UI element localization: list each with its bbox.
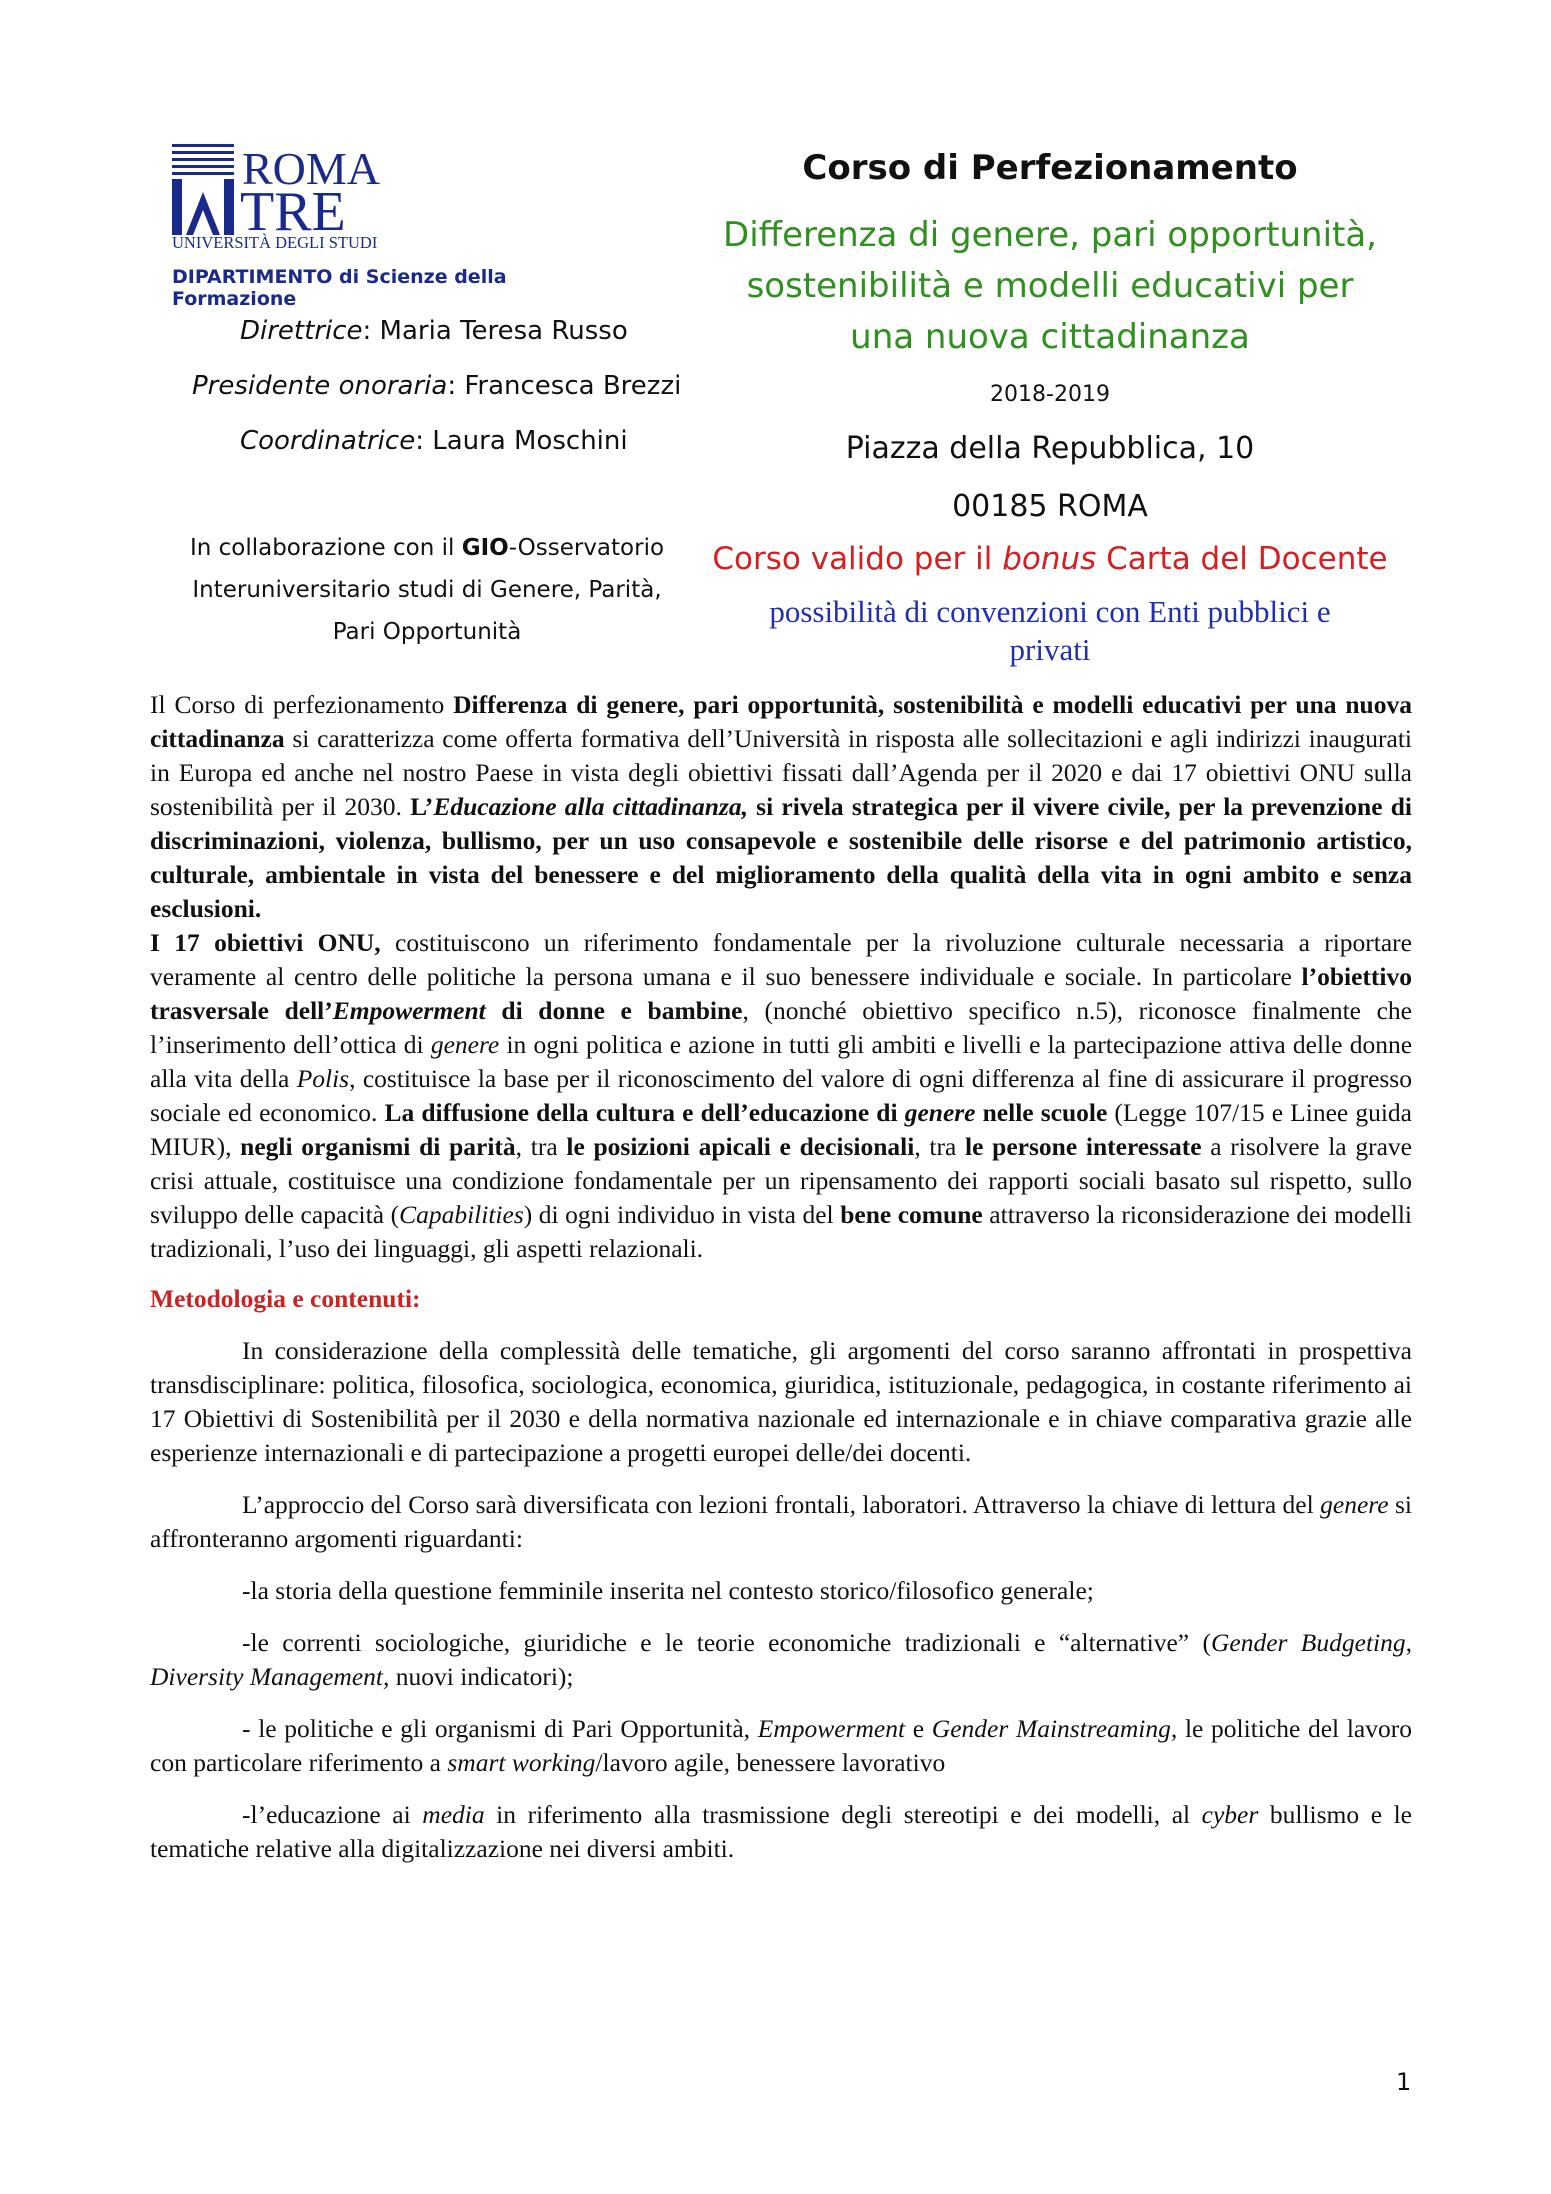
list-item: -le correnti sociologiche, giuridiche e le teorie economiche tradizionali e “alternative” (Gender Budgeting, Diversity Management, nuovi indicatori);: [150, 1628, 1412, 1691]
collab-line-3: Pari Opportunità: [332, 619, 522, 645]
course-header: [700, 144, 1400, 669]
roma-tre-logo: [172, 140, 432, 252]
list-item: -l’educazione ai media in riferimento alla trasmissione degli stereotipi e dei modelli, al cyber bullismo e le tematiche relative alla digitalizzazione nei diversi ambiti.: [150, 1800, 1412, 1863]
staff-coordinator: [240, 426, 628, 456]
address-street: Piazza della Repubblica, 10: [845, 431, 1255, 466]
department-name: DIPARTIMENTO di Scienze della Formazione: [172, 266, 507, 310]
staff-director: [240, 316, 628, 346]
collaboration-note: [172, 527, 682, 653]
document-body: [150, 688, 1412, 1866]
staff-role: Coordinatrice: [240, 426, 416, 456]
section-heading: Metodologia e contenuti:: [150, 1284, 421, 1313]
list-item: -la storia della questione femminile inserita nel contesto storico/filosofico generale;: [242, 1576, 1094, 1605]
page-number: 1: [1396, 2068, 1412, 2096]
paragraph-onu: I 17 obiettivi ONU, costituiscono un riferimento fondamentale per la rivoluzione culturale necessaria a riportare veramente al centro delle politiche la persona umana e il suo benessere individuale e sociale. In particolare l’obiettivo trasversale dell’Empowerment di donne e bambine, (nonché obiettivo specifico n.5), riconosce finalmente che l’inserimento dell’ottica di genere in ogni politica e azione in tutti gli ambiti e livelli e la partecipazione attiva delle donne alla vita della Polis, costituisce la base per il riconoscimento del valore di ogni differenza al fine di assicurare il progresso sociale ed economico. La diffusione della cultura e dell’educazione di genere nelle scuole (Legge 107/15 e Linee guida MIUR), negli organismi di parità, tra le posizioni apicali e decisionali, tra le persone interessate a risolvere la grave crisi attuale, costituisce una condizione fondamentale per un ripensamento dei rapporti sociali basato sul rispetto, sullo sviluppo delle capacità (Capabilities) di ogni individuo in vista del bene comune attraverso la riconsiderazione dei modelli tradizionali, l’uso dei linguaggi, gli aspetti relazionali.: [150, 928, 1413, 1263]
list-item: - le politiche e gli organismi di Pari Opportunità, Empowerment e Gender Mainstreaming, le politiche del lavoro con particolare riferimento a smart working/lavoro agile, benessere lavorativo: [150, 1714, 1412, 1777]
staff-role: Presidente onoraria: [192, 371, 448, 401]
bonus-note: Corso valido per il bonus Carta del Docente: [712, 541, 1388, 577]
staff-name: : Laura Moschini: [415, 426, 628, 456]
staff-name: : Francesca Brezzi: [447, 371, 682, 401]
logo-text-tre: TRE: [240, 181, 346, 243]
conventions-note: possibilità di convenzioni con Enti pubblici e privati: [769, 594, 1331, 667]
course-type: Corso di Perfezionamento: [802, 148, 1298, 188]
course-title: Differenza di genere, pari opportunità, sostenibilità e modelli educativi per una nuova cittadinanza: [723, 215, 1377, 357]
paragraph-intro: Il Corso di perfezionamento Differenza di genere, pari opportunità, sostenibilità e modelli educativi per una nuova cittadinanza si caratterizza come offerta formativa dell’Università in risposta alle sollecitazioni e agli indirizzi inaugurati in Europa ed anche nel nostro Paese in vista degli obiettivi fissati dall’Agenda per il 2020 e dai 17 obiettivi ONU sulla sostenibilità per il 2030. L’Educazione alla cittadinanza, si rivela strategica per il vivere civile, per la prevenzione di discriminazioni, violenza, bullismo, per un uso consapevole e sostenibile delle risorse e del patrimonio artistico, culturale, ambientale in vista del benessere e del miglioramento della qualità della vita in ogni ambito e senza esclusioni.: [150, 690, 1412, 923]
staff-name: : Maria Teresa Russo: [362, 316, 628, 346]
academic-years: 2018-2019: [990, 382, 1110, 407]
staff-role: Direttrice: [240, 316, 363, 346]
logo-subtitle: UNIVERSITÀ DEGLI STUDI: [172, 233, 378, 252]
collab-line-1: In collaborazione con il GIO-Osservatorio: [189, 535, 665, 561]
staff-honorary-president: [192, 371, 681, 401]
logo-text-roma: ROMA: [242, 143, 381, 194]
address-city: 00185 ROMA: [952, 489, 1148, 524]
paragraph-methodology: In considerazione della complessità delle tematiche, gli argomenti del corso saranno affrontati in prospettiva transdisciplinare: politica, filosofica, sociologica, economica, giuridica, istituzionale, pedagogica, in costante riferimento ai 17 Obiettivi di Sostenibilità per il 2030 e della normativa nazionale ed internazionale e in chiave comparativa grazie alle esperienze internazionali e di partecipazione a progetti europei delle/dei docenti.: [150, 1336, 1412, 1467]
collab-line-2: Interuniversitario studi di Genere, Parità,: [192, 577, 662, 603]
paragraph-approach: L’approccio del Corso sarà diversificata con lezioni frontali, laboratori. Attraverso la chiave di lettura del genere si affronteranno argomenti riguardanti:: [150, 1490, 1412, 1553]
